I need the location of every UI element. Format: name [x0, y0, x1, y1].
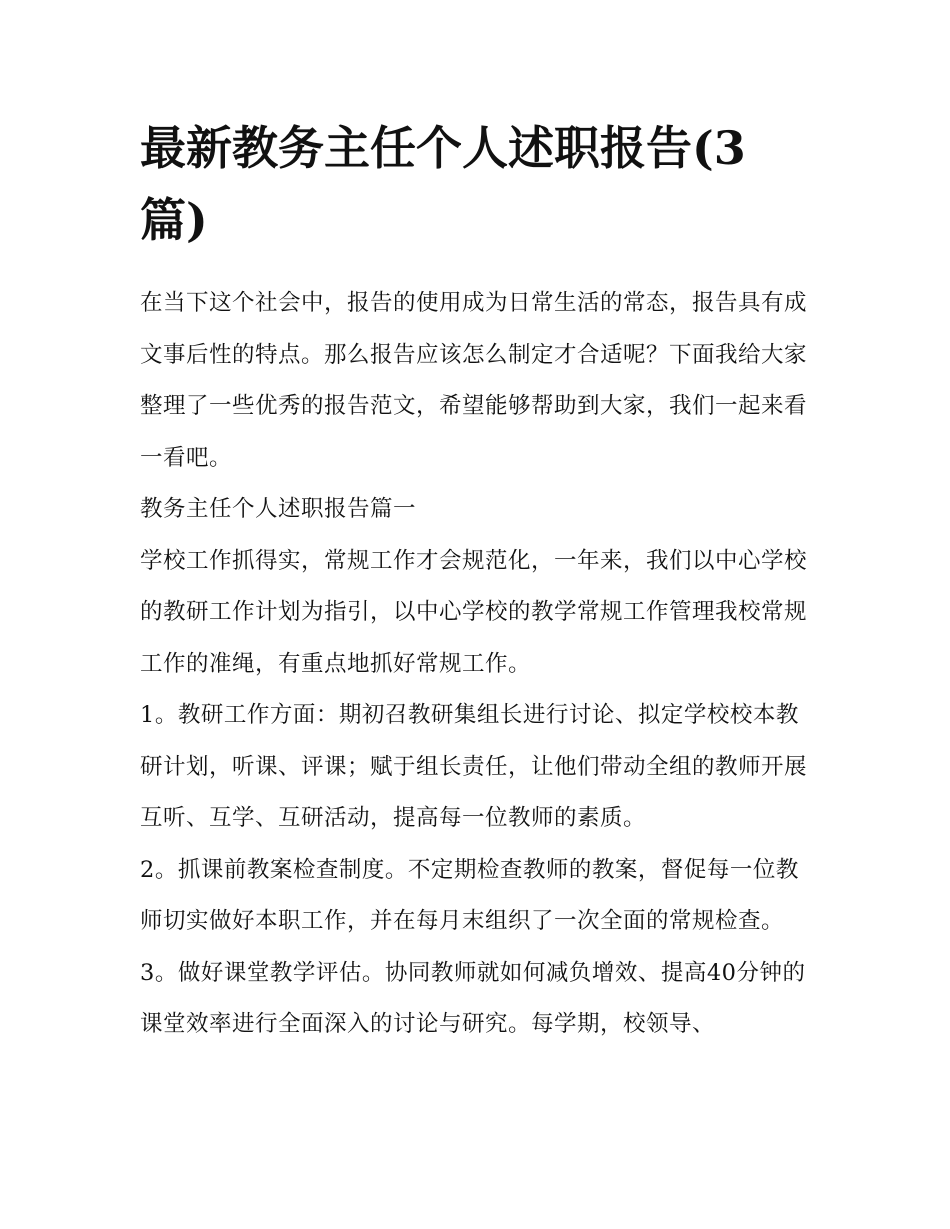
section-heading: 教务主任个人述职报告篇一 — [140, 496, 417, 522]
body-paragraph-3: 2。抓课前教案检查制度。不定期检查教师的教案，督促每一位教师切实做好本职工作，并在每月末组织了一次全面的常规检查。 — [140, 856, 799, 934]
body-paragraph-1: 学校工作抓得实，常规工作才会规范化，一年来，我们以中心学校的教研工作计划为指引，以中心学校的教学常规工作管理我校常规工作的准绳，有重点地抓好常规工作。 — [140, 547, 808, 677]
document-body — [140, 112, 812, 1051]
intro-paragraph: 在当下这个社会中，报告的使用成为日常生活的常态，报告具有成文事后性的特点。那么报告应该怎么制定才合适呢？下面我给大家整理了一些优秀的报告范文，希望能够帮助到大家，我们一起来看一看吧。 — [140, 290, 808, 471]
document-title: 最新教务主任个人述职报告(3篇) — [140, 121, 746, 247]
body-paragraph-4: 3。做好课堂教学评估。协同教师就如何减负增效、提高40分钟的课堂效率进行全面深入的讨论与研究。每学期，校领导、 — [140, 959, 806, 1037]
body-paragraph-2: 1。教研工作方面：期初召教研集组长进行讨论、拟定学校校本教研计划，听课、评课；赋于组长责任，让他们带动全组的教师开展互听、互学、互研活动，提高每一位教师的素质。 — [140, 702, 808, 831]
